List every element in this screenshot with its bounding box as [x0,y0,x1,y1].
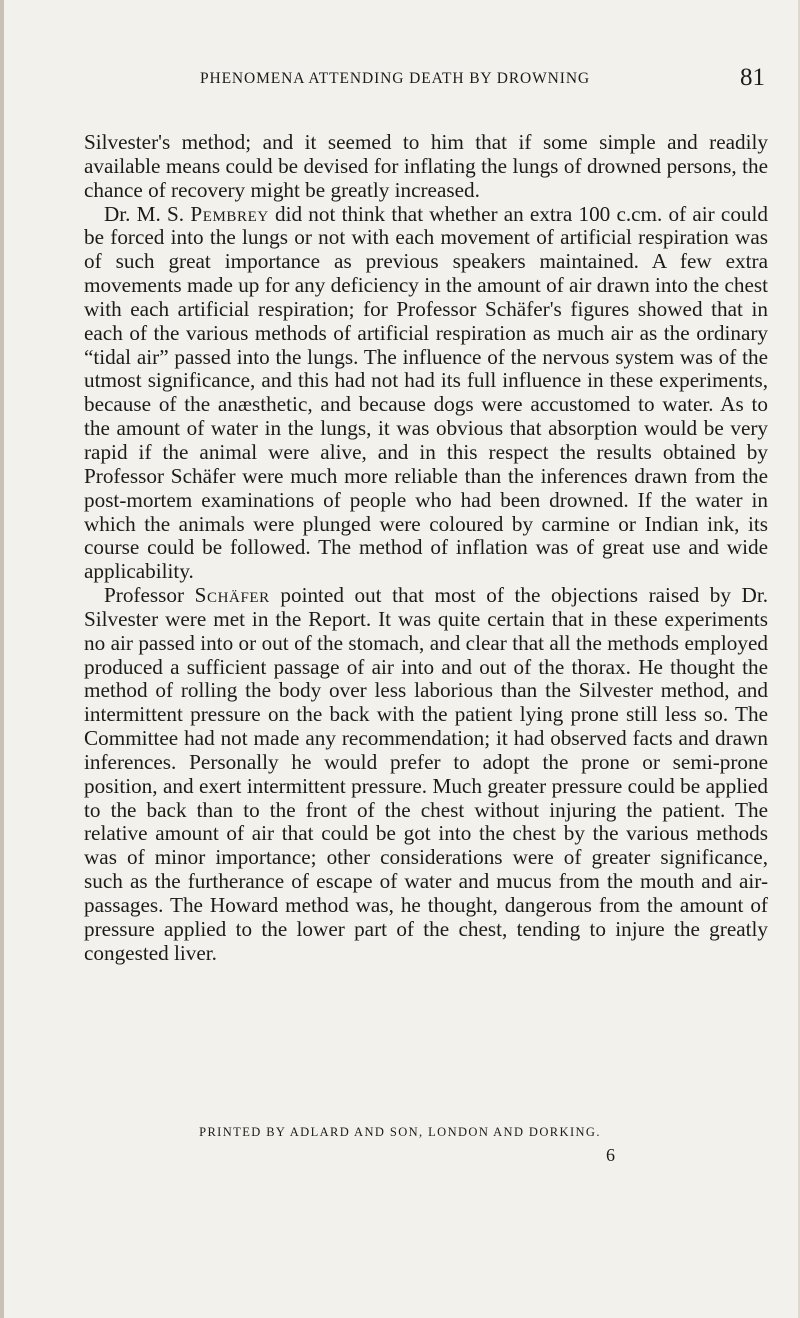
body-text [84,131,768,966]
speaker-title: Professor [104,583,185,608]
running-head: PHENOMENA ATTENDING DEATH BY DROWNING [199,70,591,87]
speaker-title: Dr. M. S. [104,201,185,226]
page-edge-shadow [0,0,4,1318]
sheet-signature-number: 6 [606,1145,615,1165]
page-number: 81 [740,64,765,91]
paragraph-3 [84,584,768,966]
speaker-name-schafer: Schäfer [194,583,270,608]
speaker-name-pembrey: Pembrey [190,201,269,226]
paragraph-2 [84,203,768,585]
paragraph-2-text: did not think that whether an extra 100 c.cm. of air could be forced into the lungs or not with each movement of artificial respiration was of such great importance as previous speakers maintained. A few extra movements made up for any deficiency in the amount of air drawn into the chest with each artificial respiration; for Professor Schäfer's figures showed that in each of the various methods of artificial respiration as much air as the ordinary “tidal air” passed into the lungs. The influence of the nervous system was of the utmost significance, and this had not had its full influence in these experiments, because of the anæsthetic, and because dogs were accustomed to water. As to the amount of water in the lungs, it was obvious that absorption would be very rapid if the animal were alive, and in this respect the results obtained by Professor Schäfer were much more reliable than the inferences drawn from the post-mortem examinations of people who had been drowned. If the water in which the animals were plunged were coloured by carmine or Indian ink, its course could be followed. The method of inflation was of great use and wide applicability. [84,201,769,584]
paragraph-1: Silvester's method; and it seemed to him that if some simple and readily available means could be devised for inflating the lungs of drowned persons, the chance of recovery might be greatly increased. [84,130,768,202]
printer-imprint: PRINTED BY ADLARD AND SON, LONDON AND DORKING. [199,1125,601,1139]
paragraph-3-text: pointed out that most of the objections raised by Dr. Silvester were met in the Report. It was quite certain that in these experiments no air passed into or out of the stomach, and clear that all the methods employed produced a sufficient passage of air into and out of the thorax. He thought the method of rolling the body over less laborious than the Silvester method, and intermittent pressure on the back with the patient lying prone still less so. The Committee had not made any recommendation; it had observed facts and drawn inferences. Personally he would prefer to adopt the prone or semi-prone position, and exert intermittent pressure. Much greater pressure could be applied to the back than to the front of the chest without injuring the patient. The relative amount of air that could be got into the chest by the various methods was of minor importance; other considerations were of greater significance, such as the furtherance of escape of water and mucus from the mouth and air-passages. The Howard method was, he thought, dangerous from the amount of pressure applied to the lower part of the chest, tending to injure the greatly congested liver. [84,583,768,965]
page-header [85,64,765,104]
